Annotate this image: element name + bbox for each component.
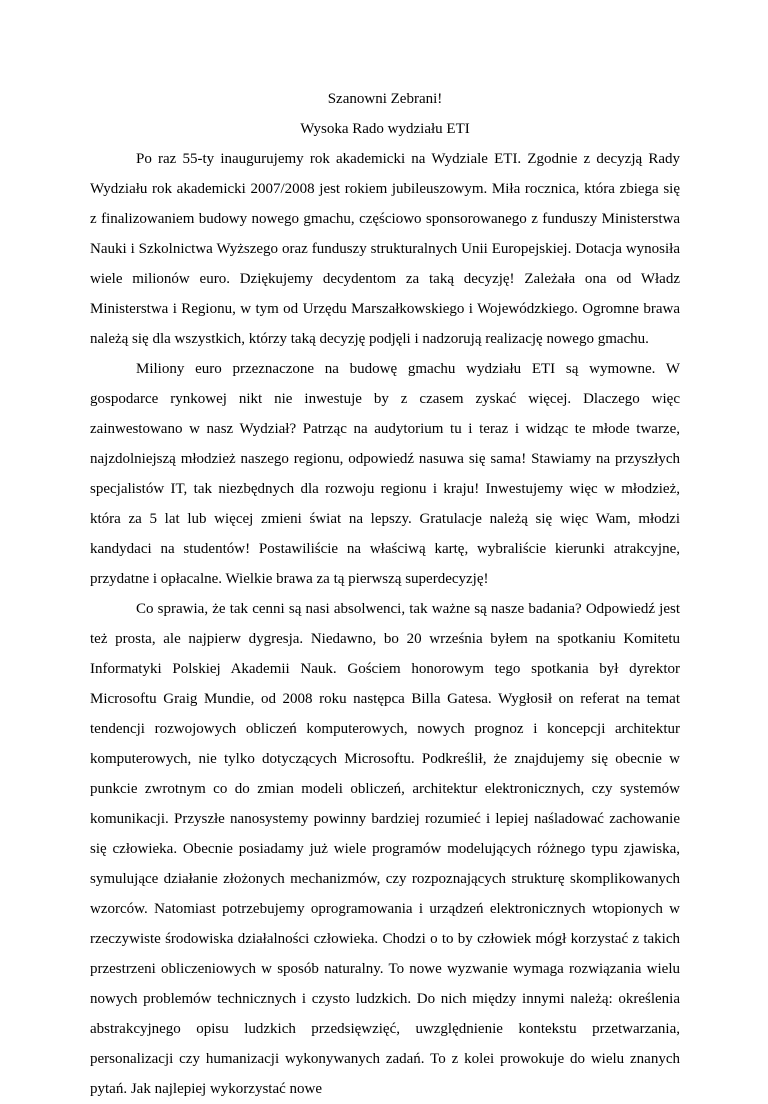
document-body: [90, 84, 680, 1104]
paragraph-3: Co sprawia, że tak cenni są nasi absolwenci, tak ważne są nasze badania? Odpowiedź jest też prosta, ale najpierw dygresja. Niedawno, bo 20 września byłem na spotkaniu Komitetu Informatyki Polskiej Akademii Nauk. Gościem honorowym tego spotkania był dyrektor Microsoftu Graig Mundie, od 2008 roku następca Billa Gatesa. Wygłosił on referat na temat tendencji rozwojowych obliczeń komputerowych, nowych prognoz i koncepcji architektur komputerowych, nie tylko dotyczących Microsoftu. Podkreślił, że znajdujemy się obecnie w punkcie zwrotnym co do zmian modeli obliczeń, architektur elektronicznych, czy systemów komunikacji. Przyszłe nanosystemy powinny bardziej rozumieć i lepiej naśladować zachowanie się człowieka. Obecnie posiadamy już wiele programów modelujących różnego typu zjawiska, symulujące działanie złożonych mechanizmów, czy rozpoznających strukturę skomplikowanych wzorców. Natomiast potrzebujemy oprogramowania i urządzeń elektronicznych wtopionych w rzeczywiste środowiska działalności człowieka. Chodzi o to by człowiek mógł korzystać z takich przestrzeni obliczeniowych w sposób naturalny. To nowe wyzwanie wymaga rozwiązania wielu nowych problemów technicznych i czysto ludzkich. Do nich między innymi należą: określenia abstrakcyjnego opisu ludzkich przedsięwzięć, uwzględnienie kontekstu przetwarzania, personalizacji czy humanizacji wykonywanych zadań. To z kolei prowokuje do wielu znanych pytań. Jak najlepiej wykorzystać nowe: [90, 601, 680, 1097]
paragraph-1: Po raz 55-ty inaugurujemy rok akademicki na Wydziale ETI. Zgodnie z decyzją Rady Wydziału rok akademicki 2007/2008 jest rokiem jubileuszowym. Miła rocznica, która zbiega się z finalizowaniem budowy nowego gmachu, częściowo sponsorowanego z funduszy Ministerstwa Nauki i Szkolnictwa Wyższego oraz funduszy strukturalnych Unii Europejskiej. Dotacja wynosiła wiele milionów euro. Dziękujemy decydentom za taką decyzję! Zależała ona od Władz Ministerstwa i Regionu, w tym od Urzędu Marszałkowskiego i Wojewódzkiego. Ogromne brawa należą się dla wszystkich, którzy taką decyzję podjęli i nadzorują realizację nowego gmachu.: [90, 151, 680, 347]
salutation: Wysoka Rado wydziału ETI: [300, 121, 470, 137]
paragraph-2: Miliony euro przeznaczone na budowę gmachu wydziału ETI są wymowne. W gospodarce rynkowej nikt nie inwestuje by z czasem zyskać więcej. Dlaczego więc zainwestowano w nasz Wydział? Patrząc na audytorium tu i teraz i widząc te młode twarze, najzdolniejszą młodzież naszego regionu, odpowiedź nasuwa się sama! Stawiamy na przyszłych specjalistów IT, tak niezbędnych dla rozwoju regionu i kraju! Inwestujemy więc w młodzież, która za 5 lat lub więcej zmieni świat na lepszy. Gratulacje należą się więc Wam, młodzi kandydaci na studentów! Postawiliście na właściwą kartę, wybraliście kierunki atrakcyjne, przydatne i opłacalne. Wielkie brawa za tą pierwszą superdecyzję!: [90, 361, 680, 587]
greeting: Szanowni Zebrani!: [327, 91, 443, 107]
